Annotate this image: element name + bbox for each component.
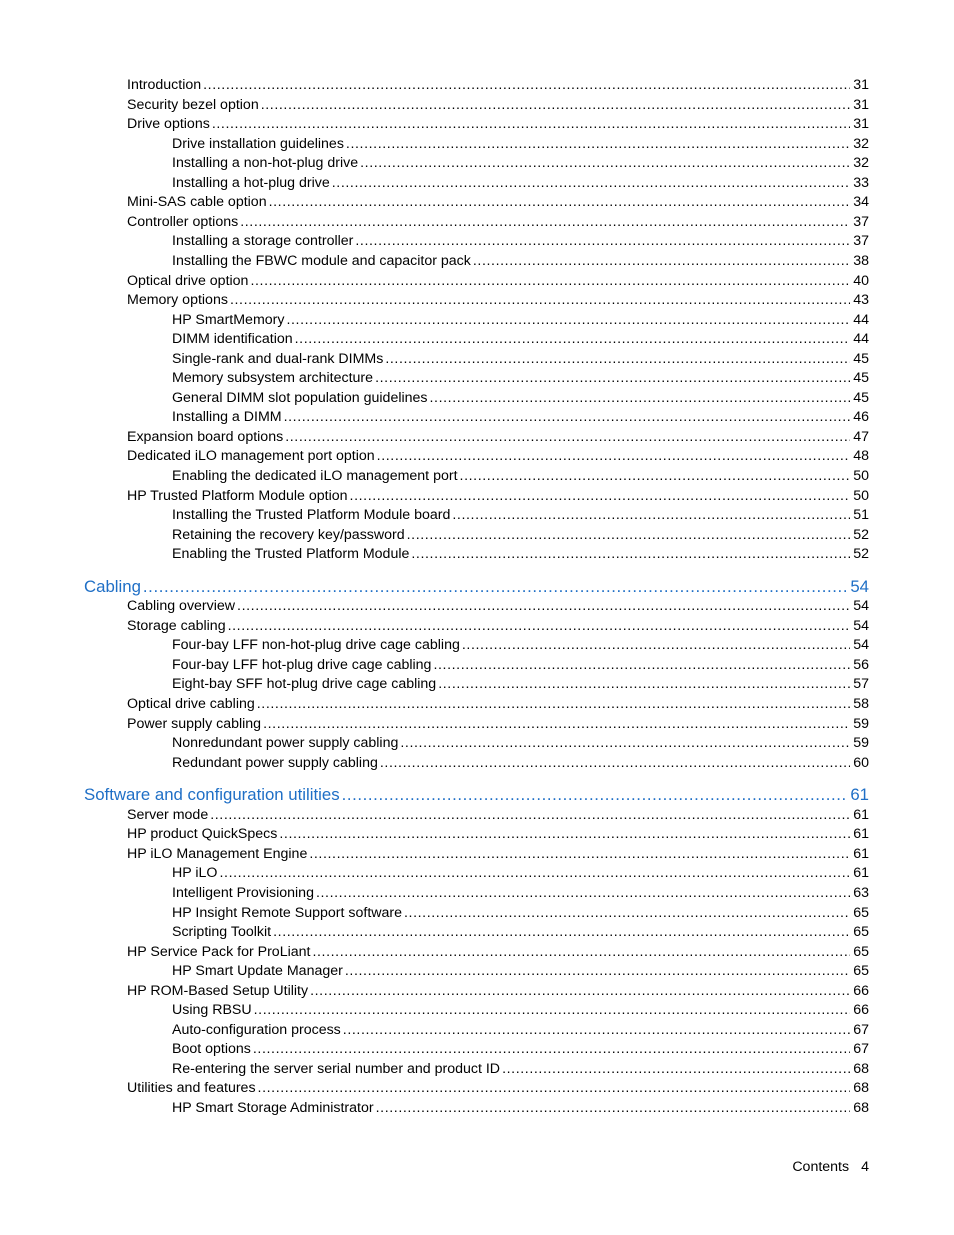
toc-entry-title: Nonredundant power supply cabling bbox=[172, 735, 399, 751]
toc-dot-leader bbox=[342, 784, 848, 806]
toc-dot-leader bbox=[273, 923, 850, 941]
toc-entry-page: 31 bbox=[853, 97, 869, 113]
toc-dot-leader bbox=[212, 115, 850, 133]
toc-dot-leader bbox=[400, 734, 850, 752]
toc-entry[interactable] bbox=[127, 825, 869, 844]
toc-entry-page: 50 bbox=[853, 468, 869, 484]
toc-dot-leader bbox=[285, 428, 850, 446]
toc-dot-leader bbox=[460, 467, 851, 485]
toc-entry-title: Redundant power supply cabling bbox=[172, 755, 378, 771]
toc-entry[interactable] bbox=[172, 656, 869, 675]
toc-entry-page: 54 bbox=[853, 637, 869, 653]
toc-entry-page: 67 bbox=[853, 1041, 869, 1057]
toc-entry-title: Security bezel option bbox=[127, 97, 259, 113]
toc-dot-leader bbox=[237, 597, 850, 615]
toc-entry-title: Boot options bbox=[172, 1041, 251, 1057]
toc-entry-title: General DIMM slot population guidelines bbox=[172, 390, 428, 406]
toc-entry-title: HP Smart Storage Administrator bbox=[172, 1100, 374, 1116]
toc-dot-leader bbox=[462, 636, 850, 654]
toc-entry[interactable] bbox=[172, 923, 869, 942]
toc-entry[interactable] bbox=[127, 213, 869, 232]
toc-entry[interactable] bbox=[172, 408, 869, 427]
toc-entry[interactable] bbox=[172, 754, 869, 773]
toc-entry-page: 44 bbox=[853, 331, 869, 347]
toc-entry-title: HP Service Pack for ProLiant bbox=[127, 944, 311, 960]
page-footer bbox=[760, 1158, 869, 1176]
toc-entry-page: 31 bbox=[853, 77, 869, 93]
toc-entry-page: 37 bbox=[853, 214, 869, 230]
toc-entry[interactable] bbox=[172, 311, 869, 330]
toc-entry[interactable] bbox=[172, 734, 869, 753]
toc-entry-title: Cabling overview bbox=[127, 598, 236, 614]
toc-entry-title: Installing a hot-plug drive bbox=[172, 175, 330, 191]
toc-entry[interactable] bbox=[127, 982, 869, 1001]
toc-entry-title: Re-entering the server serial number and product ID bbox=[172, 1061, 501, 1077]
toc-entry[interactable] bbox=[127, 617, 869, 636]
toc-dot-leader bbox=[375, 369, 850, 387]
toc-entry-title: HP iLO Management Engine bbox=[127, 846, 308, 862]
toc-entry-page: 31 bbox=[853, 116, 869, 132]
toc-entry-page: 68 bbox=[853, 1080, 869, 1096]
footer-page-number: 4 bbox=[861, 1159, 869, 1175]
toc-entry-title: Retaining the recovery key/password bbox=[172, 527, 405, 543]
toc-entry-title: Memory subsystem architecture bbox=[172, 370, 374, 386]
toc-entry-title: Scripting Toolkit bbox=[172, 924, 272, 940]
toc-entry-title: Intelligent Provisioning bbox=[172, 885, 314, 901]
toc-entry[interactable] bbox=[172, 330, 869, 349]
toc-entry[interactable] bbox=[172, 1060, 869, 1079]
toc-entry-page: 51 bbox=[853, 507, 869, 523]
toc-entry[interactable] bbox=[127, 845, 869, 864]
toc-entry-title: Installing a storage controller bbox=[172, 233, 354, 249]
toc-dot-leader bbox=[473, 252, 850, 270]
toc-entry-page: 43 bbox=[853, 292, 869, 308]
toc-dot-leader bbox=[253, 1040, 850, 1058]
toc-entry[interactable] bbox=[172, 350, 869, 369]
toc-entry-title: Eight-bay SFF hot-plug drive cage cabling bbox=[172, 676, 437, 692]
toc-entry[interactable] bbox=[127, 597, 869, 616]
toc-dot-leader bbox=[377, 447, 851, 465]
toc-entry-title: Auto-configuration process bbox=[172, 1022, 341, 1038]
toc-dot-leader bbox=[385, 350, 850, 368]
toc-entry-title: Enabling the Trusted Platform Module bbox=[172, 546, 410, 562]
toc-entry-page: 66 bbox=[853, 1002, 869, 1018]
toc-entry-page: 54 bbox=[853, 598, 869, 614]
toc-entry-title: Installing a DIMM bbox=[172, 409, 282, 425]
toc-entry[interactable] bbox=[127, 715, 869, 734]
toc-dot-leader bbox=[279, 825, 850, 843]
toc-entry-title: Drive options bbox=[127, 116, 210, 132]
toc-entry-page: 61 bbox=[853, 807, 869, 823]
toc-entry[interactable] bbox=[127, 96, 869, 115]
toc-entry-page: 44 bbox=[853, 312, 869, 328]
toc-entry-page: 61 bbox=[853, 826, 869, 842]
toc-entry[interactable] bbox=[127, 943, 869, 962]
toc-dot-leader bbox=[257, 695, 850, 713]
toc-dot-leader bbox=[219, 864, 850, 882]
toc-entry-title: Utilities and features bbox=[127, 1080, 256, 1096]
toc-dot-leader bbox=[411, 545, 850, 563]
toc-dot-leader bbox=[210, 806, 850, 824]
toc-dot-leader bbox=[332, 174, 850, 192]
toc-entry-title: Expansion board options bbox=[127, 429, 284, 445]
toc-entry-page: 34 bbox=[853, 194, 869, 210]
toc-entry-title: Cabling bbox=[84, 577, 141, 596]
toc-entry[interactable] bbox=[127, 1079, 869, 1098]
toc-entry-page: 58 bbox=[853, 696, 869, 712]
toc-entry-title: Dedicated iLO management port option bbox=[127, 448, 375, 464]
toc-entry[interactable] bbox=[172, 526, 869, 545]
toc-entry-page: 48 bbox=[853, 448, 869, 464]
toc-entry[interactable] bbox=[127, 487, 869, 506]
toc-entry-title: HP ROM-Based Setup Utility bbox=[127, 983, 309, 999]
toc-entry-title: Installing the Trusted Platform Module board bbox=[172, 507, 451, 523]
toc-entry-title: HP iLO bbox=[172, 865, 218, 881]
toc-dot-leader bbox=[240, 213, 850, 231]
toc-entry-title: Controller options bbox=[127, 214, 239, 230]
toc-entry[interactable] bbox=[127, 76, 869, 95]
toc-dot-leader bbox=[343, 1021, 850, 1039]
toc-dot-leader bbox=[261, 96, 851, 114]
toc-entry-page: 68 bbox=[853, 1100, 869, 1116]
footer-label: Contents bbox=[792, 1159, 850, 1175]
toc-entry-page: 61 bbox=[853, 846, 869, 862]
toc-entry[interactable] bbox=[172, 1040, 869, 1059]
toc-entry-page: 46 bbox=[853, 409, 869, 425]
toc-entry-page: 50 bbox=[853, 488, 869, 504]
toc-dot-leader bbox=[310, 982, 850, 1000]
toc-dot-leader bbox=[502, 1060, 850, 1078]
toc-entry-title: Mini-SAS cable option bbox=[127, 194, 267, 210]
toc-entry-title: Drive installation guidelines bbox=[172, 136, 344, 152]
toc-dot-leader bbox=[203, 76, 850, 94]
toc-entry-page: 61 bbox=[850, 785, 869, 804]
toc-dot-leader bbox=[430, 389, 851, 407]
toc-entry[interactable] bbox=[172, 506, 869, 525]
toc-entry-page: 54 bbox=[853, 618, 869, 634]
toc-entry-title: Software and configuration utilities bbox=[84, 785, 340, 804]
toc-dot-leader bbox=[350, 487, 851, 505]
toc-dot-leader bbox=[360, 154, 850, 172]
toc-entry-title: Four-bay LFF non-hot-plug drive cage cabling bbox=[172, 637, 460, 653]
toc-entry-title: Optical drive option bbox=[127, 273, 249, 289]
toc-entry[interactable] bbox=[127, 115, 869, 134]
toc-entry-title: Server mode bbox=[127, 807, 209, 823]
toc-entry-page: 57 bbox=[853, 676, 869, 692]
toc-entry[interactable] bbox=[127, 806, 869, 825]
toc-entry-title: Single-rank and dual-rank DIMMs bbox=[172, 351, 384, 367]
toc-dot-leader bbox=[346, 135, 850, 153]
toc-entry-title: Introduction bbox=[127, 77, 202, 93]
toc-entry[interactable] bbox=[172, 154, 869, 173]
toc-section-heading[interactable] bbox=[84, 784, 869, 806]
toc-entry-page: 33 bbox=[853, 175, 869, 191]
toc-entry-page: 52 bbox=[853, 546, 869, 562]
toc-dot-leader bbox=[263, 715, 850, 733]
toc-entry-title: Four-bay LFF hot-plug drive cage cabling bbox=[172, 657, 432, 673]
toc-entry-page: 47 bbox=[853, 429, 869, 445]
toc-entry[interactable] bbox=[172, 174, 869, 193]
toc-entry[interactable] bbox=[172, 962, 869, 981]
toc-entry[interactable] bbox=[172, 389, 869, 408]
toc-entry[interactable] bbox=[127, 291, 869, 310]
toc-entry-page: 59 bbox=[853, 716, 869, 732]
toc-entry-page: 37 bbox=[853, 233, 869, 249]
toc-entry[interactable] bbox=[172, 1021, 869, 1040]
toc-entry-title: Memory options bbox=[127, 292, 228, 308]
toc-entry[interactable] bbox=[172, 636, 869, 655]
toc-entry-page: 32 bbox=[853, 136, 869, 152]
toc-dot-leader bbox=[376, 1099, 851, 1117]
toc-dot-leader bbox=[269, 193, 851, 211]
toc-entry-page: 40 bbox=[853, 273, 869, 289]
toc-entry[interactable] bbox=[172, 252, 869, 271]
toc-dot-leader bbox=[254, 1001, 851, 1019]
toc-dot-leader bbox=[380, 754, 850, 772]
toc-entry-page: 60 bbox=[853, 755, 869, 771]
toc-dot-leader bbox=[407, 526, 851, 544]
toc-dot-leader bbox=[286, 311, 850, 329]
toc-entry[interactable] bbox=[172, 675, 869, 694]
toc-entry[interactable] bbox=[127, 428, 869, 447]
toc-entry-title: Power supply cabling bbox=[127, 716, 262, 732]
toc-entry-page: 65 bbox=[853, 944, 869, 960]
toc-entry[interactable] bbox=[172, 467, 869, 486]
toc-entry-title: HP product QuickSpecs bbox=[127, 826, 278, 842]
toc-dot-leader bbox=[355, 232, 850, 250]
toc-entry[interactable] bbox=[172, 1001, 869, 1020]
toc-entry-title: Installing the FBWC module and capacitor pack bbox=[172, 253, 471, 269]
toc-entry-page: 45 bbox=[853, 390, 869, 406]
toc-entry-page: 67 bbox=[853, 1022, 869, 1038]
toc-entry-page: 54 bbox=[850, 577, 869, 596]
toc-entry-title: Optical drive cabling bbox=[127, 696, 255, 712]
toc-dot-leader bbox=[230, 291, 850, 309]
toc-entry-page: 52 bbox=[853, 527, 869, 543]
toc-entry-page: 32 bbox=[853, 155, 869, 171]
toc-dot-leader bbox=[433, 656, 850, 674]
toc-entry-page: 61 bbox=[853, 865, 869, 881]
toc-dot-leader bbox=[284, 408, 851, 426]
toc-dot-leader bbox=[316, 884, 850, 902]
toc-entry[interactable] bbox=[172, 864, 869, 883]
toc-entry-title: HP Smart Update Manager bbox=[172, 963, 343, 979]
toc-entry[interactable] bbox=[127, 695, 869, 714]
toc-entry-page: 65 bbox=[853, 905, 869, 921]
toc-entry[interactable] bbox=[172, 232, 869, 251]
toc-entry-title: HP SmartMemory bbox=[172, 312, 285, 328]
toc-dot-leader bbox=[250, 272, 850, 290]
toc-dot-leader bbox=[438, 675, 850, 693]
toc-entry-title: Installing a non-hot-plug drive bbox=[172, 155, 359, 171]
toc-entry-page: 45 bbox=[853, 370, 869, 386]
toc-entry[interactable] bbox=[127, 272, 869, 291]
toc-entry[interactable] bbox=[172, 545, 869, 564]
toc-entry[interactable] bbox=[172, 135, 869, 154]
toc-entry-page: 38 bbox=[853, 253, 869, 269]
toc-dot-leader bbox=[258, 1079, 851, 1097]
toc-entry-page: 66 bbox=[853, 983, 869, 999]
toc-entry-page: 68 bbox=[853, 1061, 869, 1077]
toc-dot-leader bbox=[312, 943, 850, 961]
toc-entry-page: 63 bbox=[853, 885, 869, 901]
toc-dot-leader bbox=[143, 576, 847, 598]
toc-dot-leader bbox=[452, 506, 850, 524]
toc-entry-page: 65 bbox=[853, 924, 869, 940]
toc-section-heading[interactable] bbox=[84, 576, 869, 598]
toc-entry[interactable] bbox=[172, 904, 869, 923]
toc-dot-leader bbox=[309, 845, 850, 863]
toc-dot-leader bbox=[295, 330, 851, 348]
toc-entry[interactable] bbox=[172, 369, 869, 388]
toc-entry-title: Storage cabling bbox=[127, 618, 226, 634]
toc-entry-page: 65 bbox=[853, 963, 869, 979]
toc-entry-page: 45 bbox=[853, 351, 869, 367]
toc-entry-title: HP Trusted Platform Module option bbox=[127, 488, 348, 504]
toc-entry-page: 59 bbox=[853, 735, 869, 751]
toc-dot-leader bbox=[345, 962, 850, 980]
toc-dot-leader bbox=[228, 617, 851, 635]
toc-entry-title: Enabling the dedicated iLO management port bbox=[172, 468, 458, 484]
toc-entry-page: 56 bbox=[853, 657, 869, 673]
toc-entry[interactable] bbox=[172, 884, 869, 903]
toc-entry-title: HP Insight Remote Support software bbox=[172, 905, 403, 921]
toc-entry[interactable] bbox=[172, 1099, 869, 1118]
toc-entry[interactable] bbox=[127, 447, 869, 466]
toc-entry[interactable] bbox=[127, 193, 869, 212]
toc-entry-title: Using RBSU bbox=[172, 1002, 252, 1018]
toc-dot-leader bbox=[404, 904, 850, 922]
toc-entry-title: DIMM identification bbox=[172, 331, 293, 347]
